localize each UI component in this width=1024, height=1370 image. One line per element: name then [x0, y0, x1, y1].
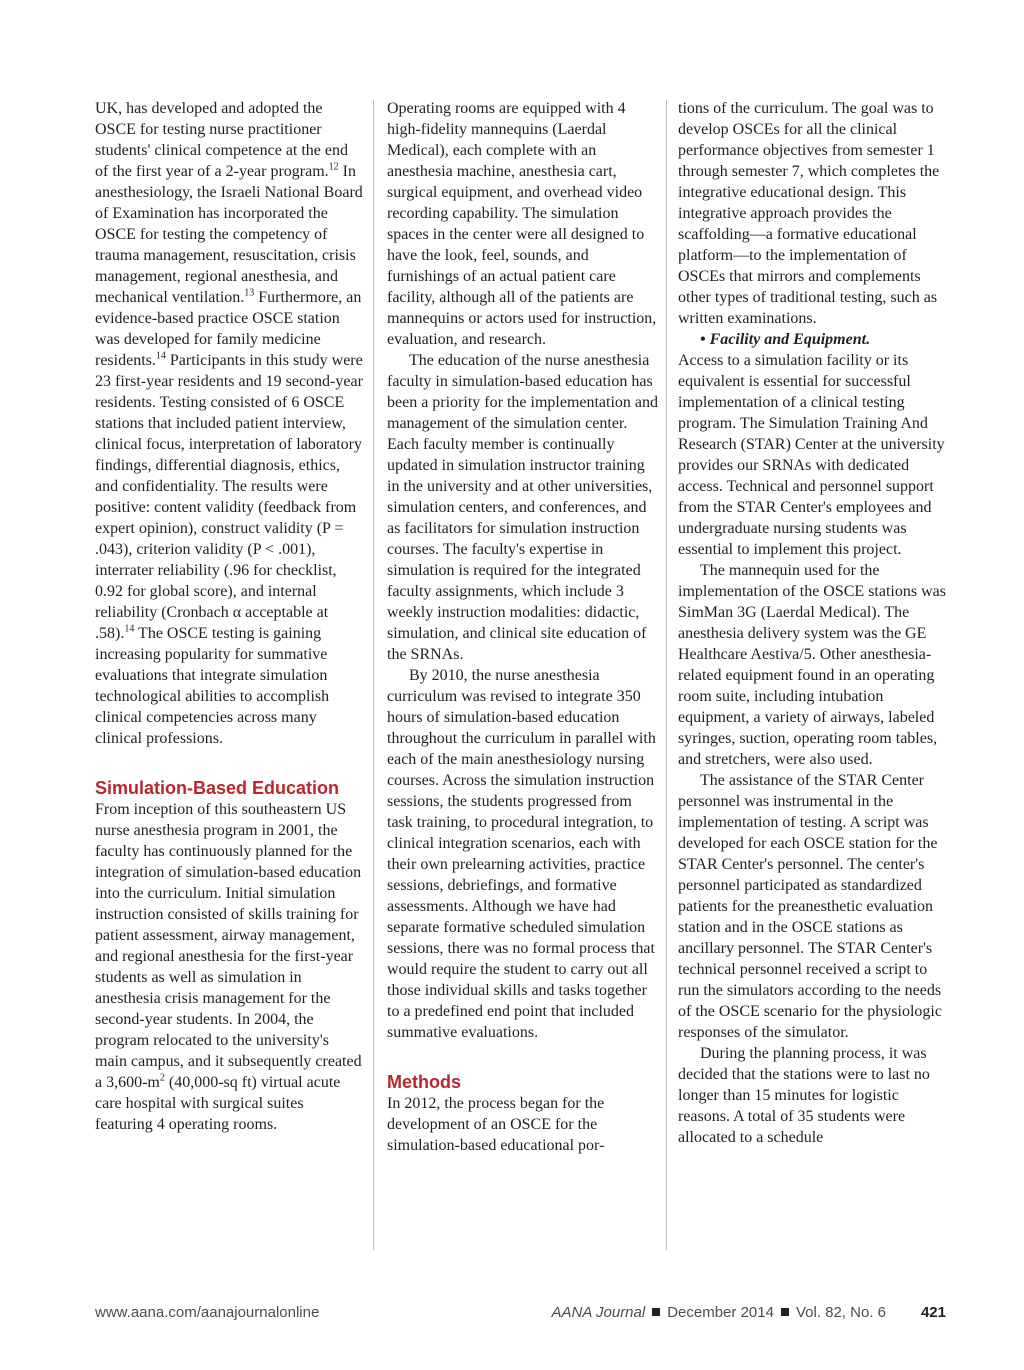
reference-marker: 13: [244, 287, 255, 299]
subsection-heading: • Facility and Equipment.: [700, 331, 871, 348]
issue-date: December 2014: [667, 1304, 774, 1321]
text-column-3: [678, 98, 950, 1148]
column-divider: [373, 100, 374, 1250]
paragraph: The mannequin used for the implementation of the OSCE stations was SimMan 3G (Laerdal Medical). The anesthesia delivery system was the GE Healthcare Aestiva/5. Other anesthesia-related equipment found in an operating room suite, including intubation equipment, a variety of airways, labeled syringes, suction, operating room tables, and stretchers, were also used.: [678, 562, 946, 768]
paragraph: From inception of this southeastern US nurse anesthesia program in 2001, the faculty has continuously planned for the integration of simulation-based education into the curriculum. Initial simulation instruction consisted of skills training for patient assessment, airway management, and regional anesthesia for the first-year students as well as simulation in anesthesia crisis management for the second-year students. In 2004, the program relocated to the university's main campus, and it subsequently created a $3,600-m^2$ (40,000-sq ft) virtual acute care hospital with surgical suites featuring 4 operating rooms.: [95, 801, 362, 1133]
page-footer: [95, 1304, 946, 1326]
reference-marker: 14: [124, 623, 135, 635]
paragraph: In 2012, the process began for the development of an OSCE for the simulation-based educational por-: [387, 1095, 605, 1154]
journal-citation: [552, 1304, 886, 1321]
superscript: 2: [159, 1072, 165, 1084]
section-heading: Methods: [387, 1072, 461, 1092]
paragraph: Operating rooms are equipped with 4 high-fidelity mannequins (Laerdal Medical), each complete with an anesthesia machine, anesthesia cart, surgical equipment, and overhead video recording capability. The simulation spaces in the center were all designed to have the look, feel, sounds, and furnishings of an actual patient care facility, although all of the patients are mannequins or actors used for instruction, evaluation, and research.: [387, 100, 657, 348]
square-bullet-icon: [781, 1308, 789, 1316]
paragraph: The education of the nurse anesthesia faculty in simulation-based education has been a priority for the implementation and management of the simulation center. Each faculty member is continually updated in simulation instructor training in the university and at other universities, simulation centers, and conferences, and as facilitators for simulation instruction courses. The faculty's expertise in simulation is required for the integrated faculty assignments, which include 3 weekly instruction modalities: didactic, simulation, and clinical site education of the SRNAs.: [387, 352, 659, 663]
paragraph: UK, has developed and adopted the OSCE for testing nurse practitioner students' clinical competence at the end of the first year of a 2-year program.$^{12}$ In anesthesiology, the Israeli National Board of Examination has incorporated the OSCE for testing the competency of trauma management, resuscitation, crisis management, regional anesthesia, and mechanical ventilation.$^{13}$ Furthermore, an evidence-based practice OSCE station was developed for family medicine residents.$^{14}$ Participants in this study were 23 first-year residents and 19 second-year residents. Testing consisted of 6 OSCE stations that included patient interview, clinical focus, interpretation of laboratory findings, differential diagnosis, ethics, and confidentiality. The results were positive: content validity (feedback from expert opinion), construct validity (P = .043), criterion validity (P < .001), interrater reliability (.96 for checklist, 0.92 for global score), and internal reliability (Cronbach α acceptable at .58).$^{14}$ The OSCE testing is gaining increasing popularity for summative evaluations that integrate simulation technological abilities to accomplish clinical competencies across many clinical professions.: [95, 100, 363, 747]
reference-marker: 12: [328, 161, 339, 173]
reference-marker: 14: [155, 350, 166, 362]
page-number: 421: [920, 1304, 946, 1321]
volume-issue: Vol. 82, No. 6: [795, 1304, 886, 1321]
paragraph: tions of the curriculum. The goal was to develop OSCEs for all the clinical performance objectives from semester 1 through semester 7, which completes the integrative educational design. This integrative approach provides the scaffolding—a formative educational platform—to the implementation of OSCEs that mirrors and complements other types of traditional testing, such as written examinations.: [678, 100, 940, 327]
square-bullet-icon: [652, 1308, 660, 1316]
text-column-2: [387, 98, 659, 1156]
text-column-1: [95, 98, 363, 1135]
column-divider: [666, 100, 667, 1250]
paragraph: By 2010, the nurse anesthesia curriculum was revised to integrate 350 hours of simulation-based education throughout the curriculum in parallel with each of the main anesthesiology nursing courses. Across the simulation instruction sessions, the students progressed from task training, to procedural integration, to clinical integration scenarios, each with their own prelearning activities, practice sessions, debriefings, and formative assessments. Although we have had separate formative scheduled simulation sessions, there was no formal process that would require the student to carry out all those individual skills and tasks together to a predefined end point that included summative evaluations.: [387, 667, 656, 1041]
paragraph: The assistance of the STAR Center personnel was instrumental in the implementation of testing. A script was developed for each OSCE station for the STAR Center's personnel. The center's personnel participated as standardized patients for the preanesthetic evaluation station and in the OSCE stations as ancillary personnel. The STAR Center's technical personnel received a script to run the simulators according to the needs of the OSCE scenario for the physiologic responses of the simulator.: [678, 772, 942, 1041]
section-heading: Simulation-Based Education: [95, 778, 340, 798]
journal-url[interactable]: www.aana.com/aanajournalonline: [95, 1304, 320, 1321]
paragraph: Access to a simulation facility or its equivalent is essential for successful implementation of a clinical testing program. The Simulation Training And Research (STAR) Center at the university provides our SRNAs with dedicated access. Technical and personnel support from the STAR Center's employees and undergraduate nursing students was essential to implement this project.: [678, 352, 945, 558]
paragraph: During the planning process, it was decided that the stations were to last no longer than 15 minutes for logistic reasons. A total of 35 students were allocated to a schedule: [678, 1045, 930, 1146]
journal-name: AANA Journal: [551, 1304, 646, 1321]
